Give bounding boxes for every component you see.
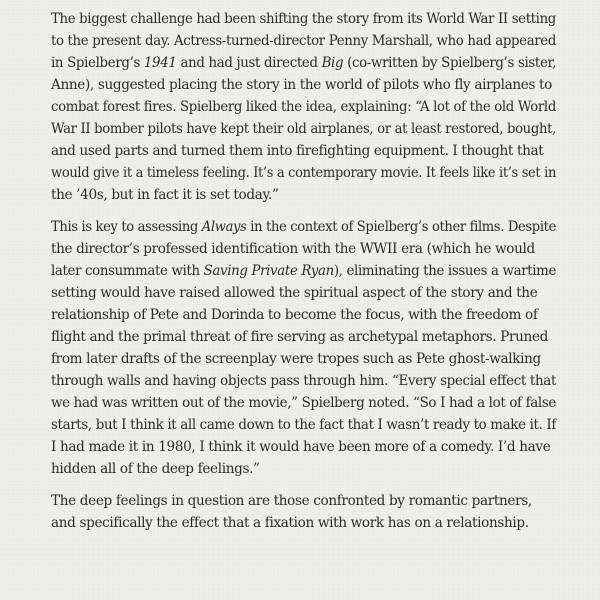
text-line xyxy=(51,238,535,260)
text-run: hidden all of the deep feelings.” xyxy=(51,461,260,477)
italic-title: Saving Private Ryan xyxy=(203,263,334,279)
text-line xyxy=(51,304,538,326)
text-line xyxy=(51,118,556,140)
text-line xyxy=(51,348,541,370)
text-run: starts, but I think it all came down to the fact that I wasn’t ready to make it. If xyxy=(51,417,556,433)
text-run: in the context of Spielberg’s other films. Despite xyxy=(246,219,556,235)
text-run: would give it a timeless feeling. It’s a contemporary movie. It feels like it’s set in xyxy=(51,165,557,181)
text-run: through walls and having objects pass through him. “Every special effect that xyxy=(51,373,557,389)
text-run: and had just directed xyxy=(176,55,322,71)
text-line xyxy=(51,140,543,162)
text-run: the director’s professed identification with the WWII era (which he would xyxy=(51,241,535,257)
text-run: in Spielberg’s xyxy=(51,55,144,71)
text-line xyxy=(51,162,556,184)
text-run: relationship of Pete and Dorinda to become the focus, with the freedom of xyxy=(51,307,538,323)
text-run: I had made it in 1980, I think it would have been more of a comedy. I’d have xyxy=(51,439,551,455)
text-line xyxy=(51,414,556,436)
text-line xyxy=(51,52,556,74)
text-run: setting would have raised allowed the spiritual aspect of the story and the xyxy=(51,285,538,301)
text-line xyxy=(51,96,556,118)
text-run: War II bomber pilots have kept their old airplanes, or at least restored, bought, xyxy=(51,121,556,137)
text-run: we had was written out of the movie,” Spielberg noted. “So I had a lot of false xyxy=(51,395,556,411)
italic-title: Always xyxy=(201,219,247,235)
text-run: Anne), suggested placing the story in the world of pilots who fly airplanes to xyxy=(51,77,552,93)
text-line xyxy=(51,370,556,392)
text-run: (co-written by Spielberg’s sister, xyxy=(343,55,556,71)
text-line xyxy=(51,512,529,534)
text-line xyxy=(51,436,550,458)
italic-title: Big xyxy=(321,55,344,71)
text-run: The deep feelings in question are those confronted by romantic partners, xyxy=(51,493,532,509)
italic-title: 1941 xyxy=(143,55,177,71)
text-line xyxy=(51,30,556,52)
text-line xyxy=(51,260,556,282)
text-line xyxy=(51,490,532,512)
text-line xyxy=(51,458,260,480)
text-run: and used parts and turned them into firefighting equipment. I thought that xyxy=(51,143,544,159)
text-run: combat forest fires. Spielberg liked the idea, explaining: “A lot of the old World xyxy=(51,99,556,115)
text-line xyxy=(51,326,548,348)
text-run: and specifically the effect that a fixation with work has on a relationship. xyxy=(51,515,529,531)
text-line xyxy=(51,74,552,96)
text-line xyxy=(51,216,556,238)
text-run: to the present day. Actress-turned-director Penny Marshall, who had appeared xyxy=(51,33,557,49)
text-run: flight and the primal threat of fire serving as archetypal metaphors. Pruned xyxy=(51,329,548,345)
text-run: ), eliminating the issues a wartime xyxy=(333,263,557,279)
text-line xyxy=(51,392,556,414)
text-run: This is key to assessing xyxy=(51,219,202,235)
text-run: The biggest challenge had been shifting the story from its World War II setting xyxy=(51,11,556,27)
text-line xyxy=(51,184,279,206)
text-line xyxy=(51,282,537,304)
text-run: the ’40s, but in fact it is set today.” xyxy=(51,187,279,203)
text-line xyxy=(51,8,556,30)
text-run: from later drafts of the screenplay were tropes such as Pete ghost-walking xyxy=(51,351,541,367)
text-run: later consummate with xyxy=(51,263,204,279)
